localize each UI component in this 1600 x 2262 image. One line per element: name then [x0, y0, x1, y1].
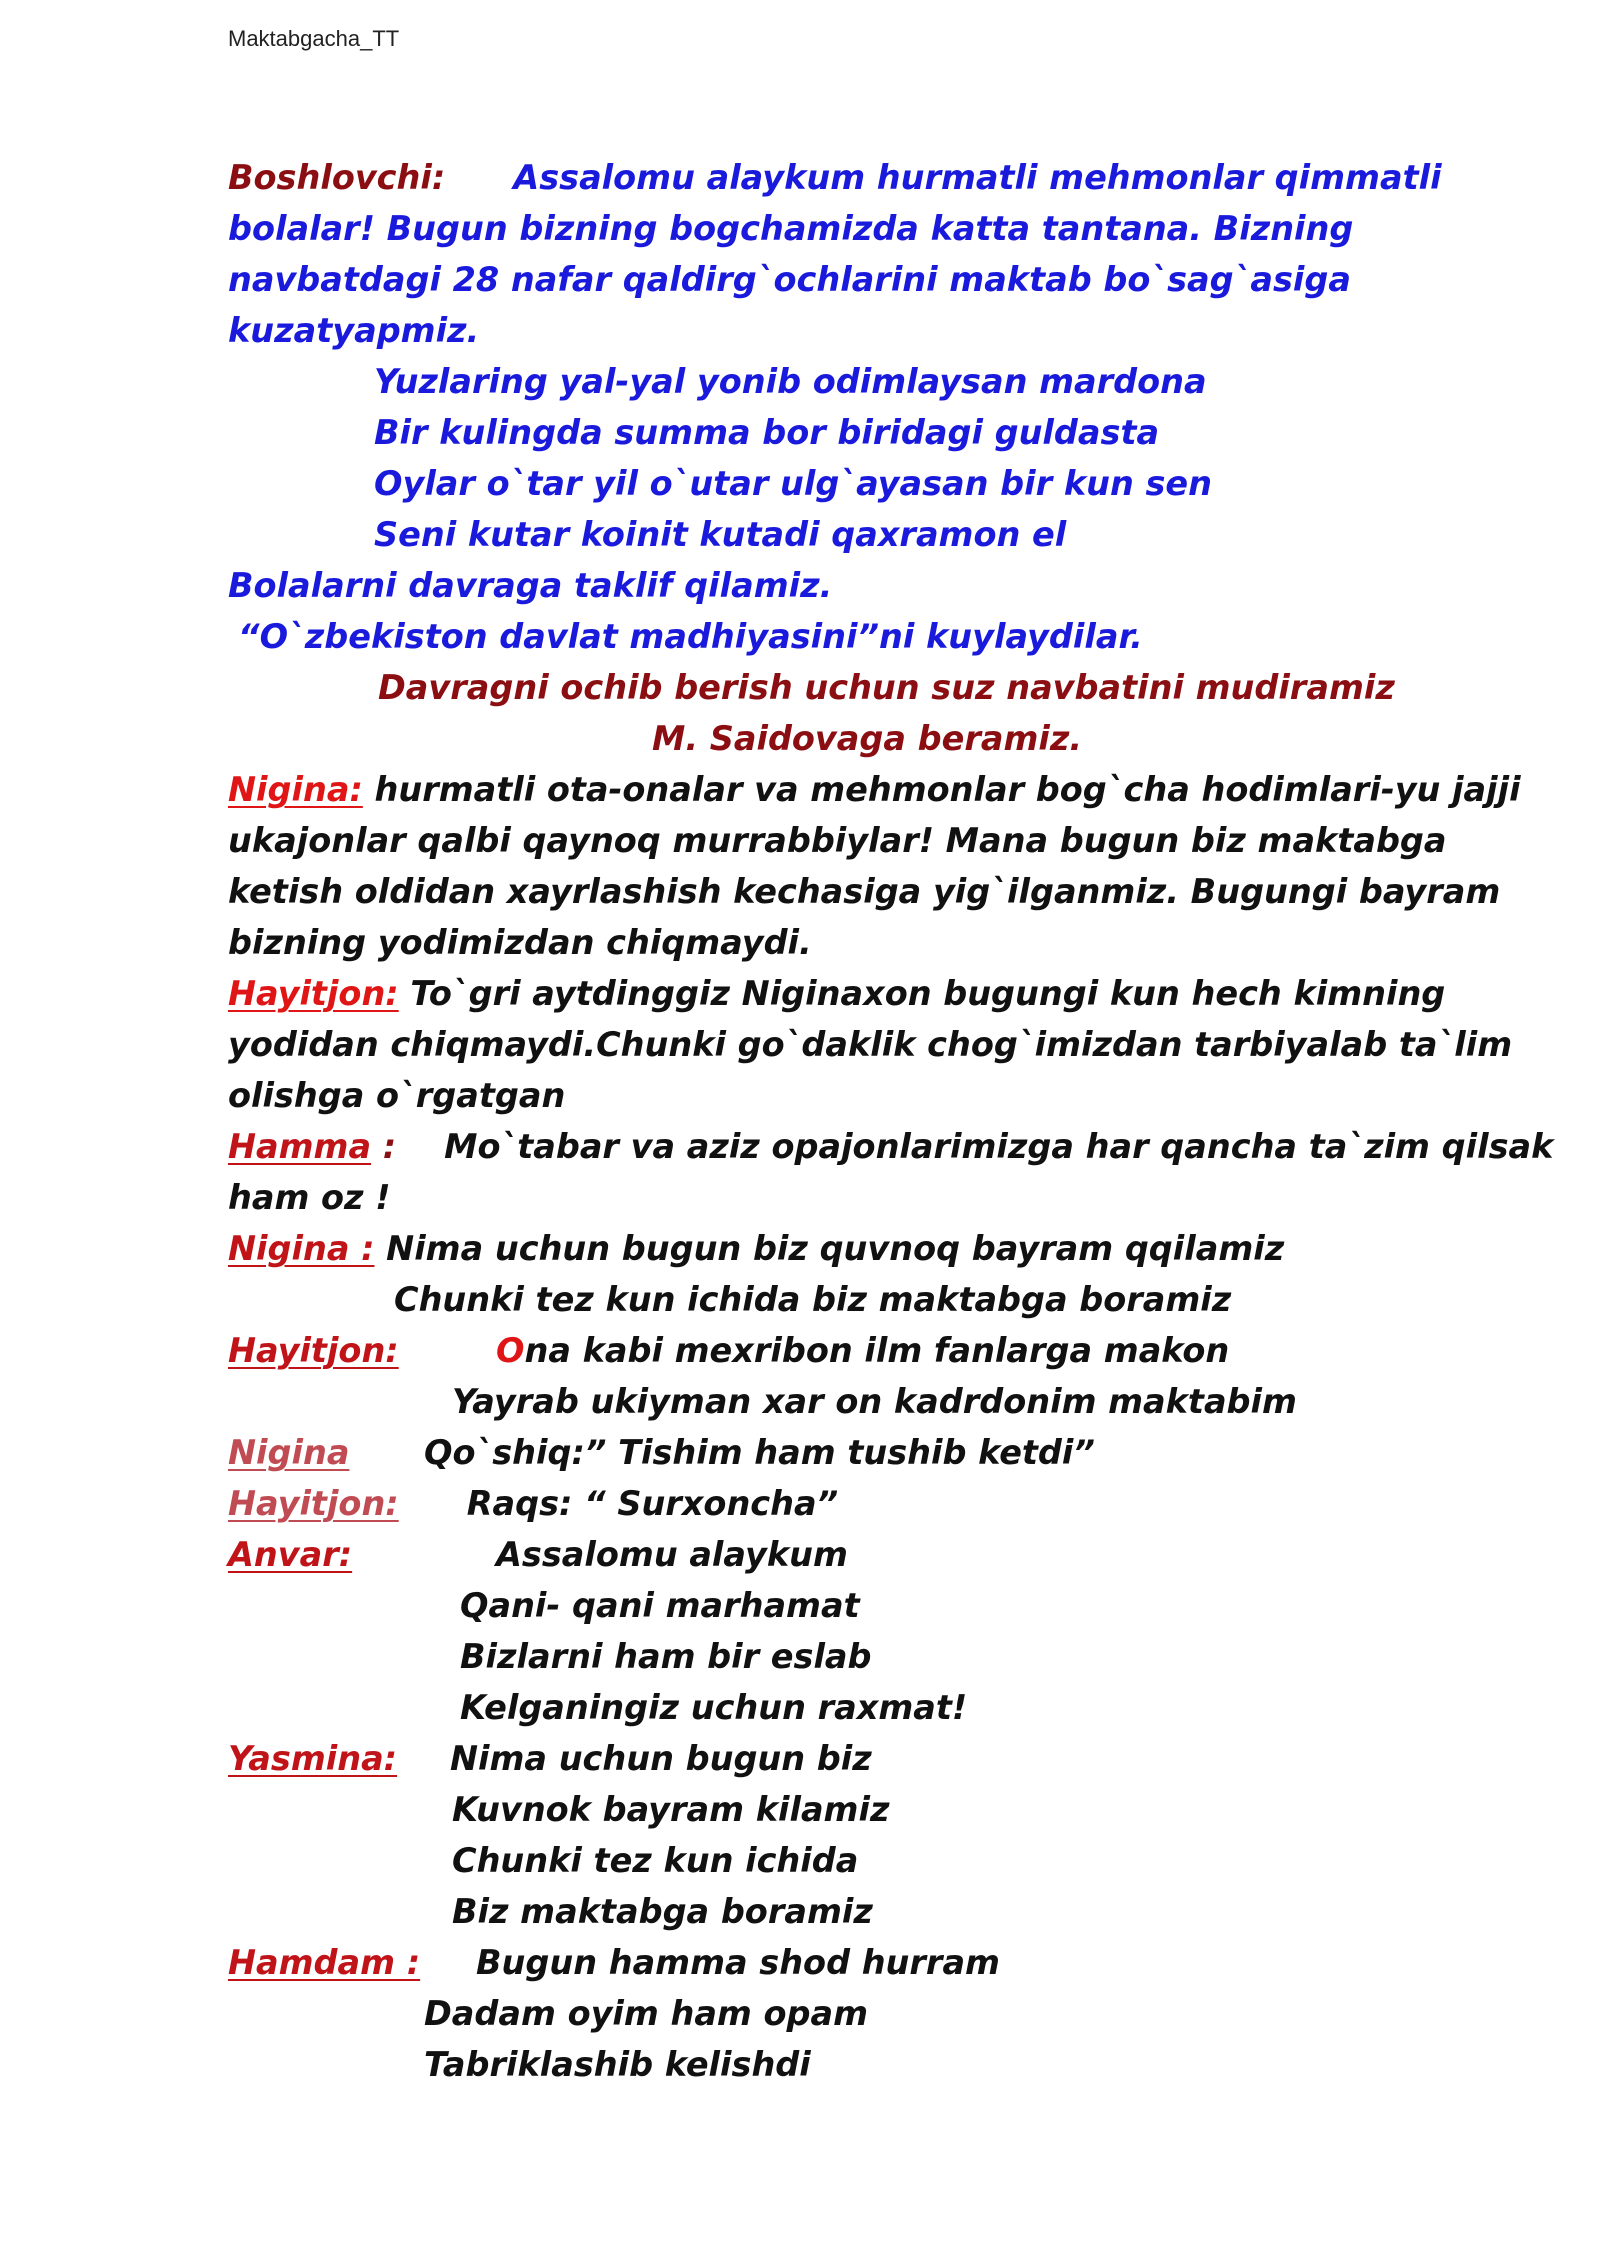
- director-line-1: Davragni ochib berish uchun suz navbatini mudiramiz: [378, 668, 1395, 707]
- dialogue-text: Nima uchun bugun biz quvnoq bayram qqilamiz: [374, 1229, 1285, 1268]
- anthem-line: “O`zbekiston davlat madhiyasini”ni kuylaydilar.: [238, 617, 1143, 656]
- intro-line-2: bolalar! Bugun bizning bogchamizda katta tantana. Bizning: [228, 209, 1354, 248]
- first-letter: O: [496, 1331, 525, 1370]
- page-header: Maktabgacha_TT: [228, 26, 400, 51]
- nigina3-line: [228, 1427, 1528, 1478]
- anvar-line: Kelganingiz uchun raxmat!: [460, 1688, 968, 1727]
- speaker-label: Hayitjon:: [228, 1484, 399, 1523]
- yasmina-line: Chunki tez kun ichida: [452, 1841, 859, 1880]
- speaker-label: Boshlovchi:: [228, 158, 446, 197]
- speaker-label: Hamdam :: [228, 1943, 421, 1982]
- nigina-line-1: [228, 764, 1528, 815]
- intro-text: Assalomu alaykum hurmatli mehmonlar qimmatli: [513, 158, 1442, 197]
- hamma-line-2: ham oz !: [228, 1178, 391, 1217]
- hamdam-line: Tabriklashib kelishdi: [424, 2045, 811, 2084]
- hamdam-line-1: [228, 1937, 1528, 1988]
- hayitjon-line-3: olishga o`rgatgan: [228, 1076, 566, 1115]
- yasmina-line: Kuvnok bayram kilamiz: [452, 1790, 890, 1829]
- hamma-line-1: [228, 1121, 1554, 1172]
- yasmina-line: Biz maktabga boramiz: [452, 1892, 873, 1931]
- dialogue-text: Mo`tabar va aziz opajonlarimizga har qancha ta`zim qilsak: [444, 1127, 1554, 1166]
- nigina2-line-1: [228, 1223, 1528, 1274]
- intro-line-1: [228, 152, 1528, 203]
- poem-line: Seni kutar koinit kutadi qaxramon el: [374, 515, 1067, 554]
- speaker-label: Hayitjon:: [228, 1331, 399, 1370]
- document-body: [228, 152, 1554, 2090]
- hayitjon2-line-1: [228, 1325, 1528, 1376]
- yasmina-line-1: [228, 1733, 1528, 1784]
- dialogue-text: Assalomu alaykum: [496, 1535, 848, 1574]
- invite-line: Bolalarni davraga taklif qilamiz.: [228, 566, 833, 605]
- poem-line: Bir kulingda summa bor biridagi guldasta: [374, 413, 1160, 452]
- speaker-label: Anvar:: [228, 1535, 353, 1574]
- hayitjon-line-1: [228, 968, 1528, 1019]
- speaker-label: Hayitjon:: [228, 974, 399, 1013]
- nigina-line-3: ketish oldidan xayrlashish kechasiga yig`ilganmiz. Bugungi bayram: [228, 872, 1501, 911]
- nigina-line-4: bizning yodimizdan chiqmaydi.: [228, 923, 812, 962]
- dialogue-text: hurmatli ota-onalar va mehmonlar bog`cha hodimlari-yu jajji: [362, 770, 1521, 809]
- dialogue-text: Nima uchun bugun biz: [450, 1739, 872, 1778]
- anvar-line: Qani- qani marhamat: [460, 1586, 860, 1625]
- hayitjon-line-2: yodidan chiqmaydi.Chunki go`daklik chog`imizdan tarbiyalab ta`lim: [228, 1025, 1513, 1064]
- nigina2-line-2: Chunki tez kun ichida biz maktabga boramiz: [394, 1280, 1232, 1319]
- speaker-label: Nigina:: [228, 770, 363, 809]
- dialogue-text: To`gri aytdinggiz Niginaxon bugungi kun hech kimning: [398, 974, 1446, 1013]
- anvar-line: Bizlarni ham bir eslab: [460, 1637, 872, 1676]
- speaker-label: Hamma: [228, 1127, 372, 1166]
- anvar-line-1: [228, 1529, 1528, 1580]
- hamdam-line: Dadam oyim ham opam: [424, 1994, 869, 2033]
- intro-line-4: kuzatyapmiz.: [228, 311, 480, 350]
- speaker-label: Nigina :: [228, 1229, 375, 1268]
- dialogue-text: Qo`shiq:” Tishim ham tushib ketdi”: [424, 1433, 1095, 1472]
- director-line-2: M. Saidovaga beramiz.: [652, 719, 1083, 758]
- poem-line: Oylar o`tar yil o`utar ulg`ayasan bir kun sen: [374, 464, 1212, 503]
- dialogue-text: Bugun hamma shod hurram: [476, 1943, 1000, 1982]
- speaker-label: Nigina: [228, 1433, 350, 1472]
- hayitjon2-line-2: Yayrab ukiyman xar on kadrdonim maktabim: [452, 1382, 1297, 1421]
- dialogue-text: na kabi mexribon ilm fanlarga makon: [524, 1331, 1230, 1370]
- hayitjon3-line: [228, 1478, 1528, 1529]
- speaker-colon: :: [371, 1127, 397, 1166]
- poem-line: Yuzlaring yal-yal yonib odimlaysan mardona: [374, 362, 1207, 401]
- dialogue-text: Raqs: “ Surxoncha”: [466, 1484, 839, 1523]
- speaker-label: Yasmina:: [228, 1739, 398, 1778]
- nigina-line-2: ukajonlar qalbi qaynoq murrabbiylar! Mana bugun biz maktabga: [228, 821, 1447, 860]
- intro-line-3: navbatdagi 28 nafar qaldirg`ochlarini maktab bo`sag`asiga: [228, 260, 1351, 299]
